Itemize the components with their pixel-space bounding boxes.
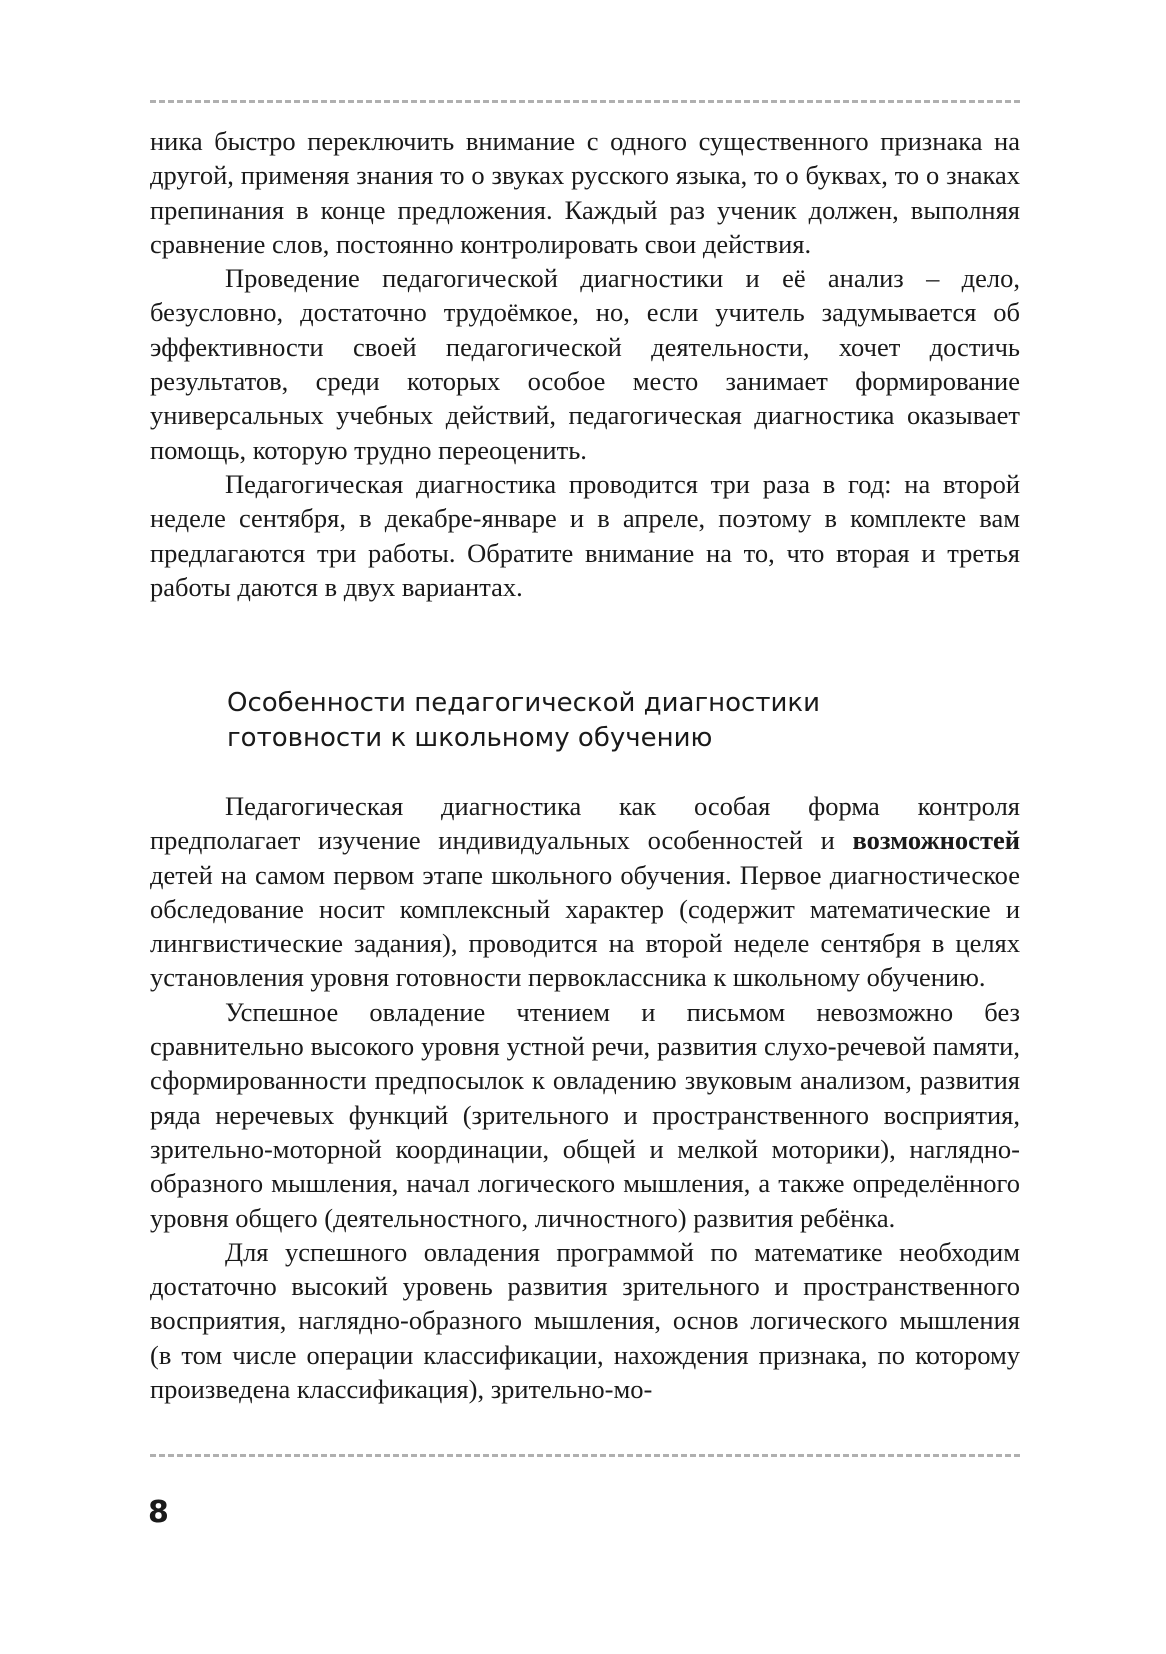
top-text-block [150,124,1020,604]
paragraph-diagnostics-schedule: Педагогическая диагностика проводится три раза в год: на второй неделе сентября, в декабре-январе и в апреле, поэтому в комплекте вам предлагаются три работы. Обратите внимание на то, что вторая и третья работы даются в двух вариантах. [150,468,1020,602]
paragraph-readiness-intro-end: детей на самом первом этапе школьного обучения. Первое диагностическое обследование носит комплексный характер (содержит математические и лингвистические задания), проводится на второй неделе сентября в целях установления уровня готовности первоклассника к школьному обучению. [150,859,1020,993]
paragraph-readiness-intro-start: Педагогическая диагностика как особая форма контроля предполагает изучение индивидуальных особенностей и [150,791,1020,856]
section-heading-line-1: Особенности педагогической диагностики [227,688,820,718]
paragraph-diagnostics-analysis: Проведение педагогической диагностики и её анализ – дело, безусловно, достаточно трудоёмкое, но, если учитель задумывается об эффективности своей педагогической деятельности, хочет достичь результатов, среди которых особое место занимает формирование универсальных учебных действий, педагогическая диагностика оказывает помощь, которую трудно переоценить. [150,263,1020,465]
top-dashed-divider [150,100,1020,103]
paragraph-mathematics: Для успешного овладения программой по математике необходим достаточно высокий уровень развития зрительного и пространственного восприятия, наглядно-образного мышления, основ логического мышления (в том числе операции классификации, нахождения признака, по которому произведена классификация), зрительно-мо- [150,1236,1020,1405]
paragraph-continued: ника быстро переключить внимание с одного существенного признака на другой, применяя знания то о звуках русского языка, то о буквах, то о знаках препинания в конце предложения. Каждый раз ученик должен, выполняя сравнение слов, постоянно контролировать свои действия. [150,126,1020,259]
section-heading [227,686,987,756]
paragraph-reading-writing: Успешное овладение чтением и письмом невозможно без сравнительно высокого уровня устной речи, развития слухо-речевой памяти, сформированности предпосылок к овладению звуковым анализом, развития ряда неречевых функций (зрительного и пространственного восприятия, зрительно-моторной координации, общей и мелкой моторики), наглядно-образного мышления, начал логического мышления, а также определённого уровня общего (деятельностного, личностного) развития ребёнка. [150,996,1020,1233]
bold-term-possibilities: возможностей [852,825,1020,856]
bottom-dashed-divider [150,1454,1020,1457]
paragraph-readiness-intro [150,789,1020,995]
page-number: 8 [148,1495,169,1530]
section-text-block [150,789,1020,1406]
section-heading-line-2: готовности к школьному обучению [227,723,713,753]
